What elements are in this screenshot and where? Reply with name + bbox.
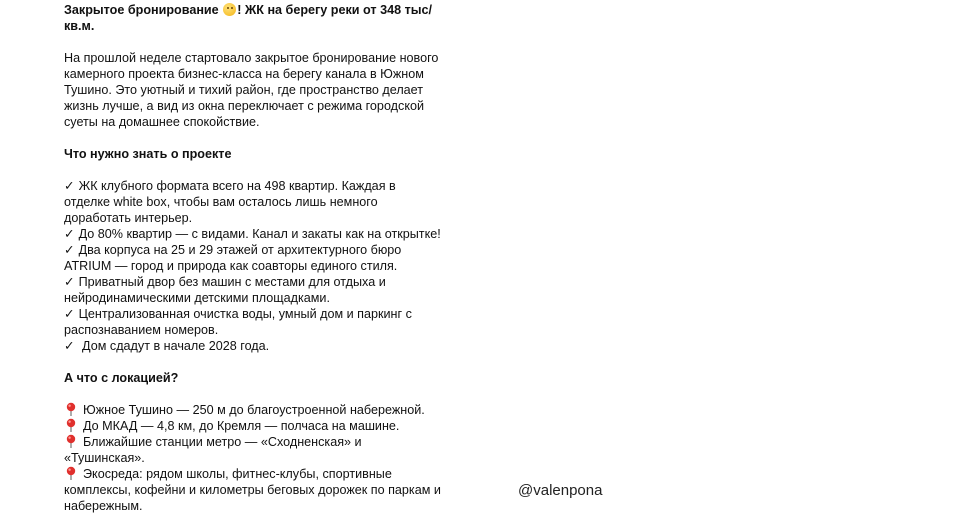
intro-line: На прошлой неделе стартовало закрытое бронирование нового bbox=[64, 51, 439, 65]
location-line bbox=[64, 498, 484, 514]
feature-line bbox=[64, 178, 484, 194]
feature-text: распознаванием номеров. bbox=[64, 323, 219, 337]
round-pushpin-icon bbox=[64, 466, 78, 480]
intro-paragraph bbox=[64, 50, 484, 130]
intro-line: Тушино. Это уютный и тихий район, где пространство делает bbox=[64, 83, 424, 97]
feature-line bbox=[64, 210, 484, 226]
location-text: набережным. bbox=[64, 499, 143, 513]
check-mark-icon: ✓ bbox=[64, 179, 75, 193]
location-text: Экосреда: рядом школы, фитнес-клубы, спортивные bbox=[83, 467, 392, 481]
intro-line: жизнь лучше, а вид из окна переключает с режима городской bbox=[64, 99, 425, 113]
post-title bbox=[64, 2, 484, 18]
title-text-end: ! ЖК на берегу реки от 348 тыс/ bbox=[237, 3, 433, 17]
feature-line bbox=[64, 290, 484, 306]
feature-text: отделке white box, чтобы вам осталось лишь немного bbox=[64, 195, 378, 209]
post-title-line2: кв.м. bbox=[64, 19, 95, 33]
intro-line: суеты на домашнее спокойствие. bbox=[64, 115, 260, 129]
feature-line bbox=[64, 306, 484, 322]
features-list bbox=[64, 178, 484, 354]
feature-line bbox=[64, 274, 484, 290]
location-line bbox=[64, 450, 484, 466]
round-pushpin-icon bbox=[64, 434, 78, 448]
feature-line bbox=[64, 258, 484, 274]
intro-line: камерного проекта бизнес-класса на берегу канала в Южном bbox=[64, 67, 424, 81]
location-line bbox=[64, 434, 484, 450]
feature-text: Два корпуса на 25 и 29 этажей от архитектурного бюро bbox=[78, 243, 402, 257]
feature-line bbox=[64, 242, 484, 258]
feature-line bbox=[64, 322, 484, 338]
location-text: До МКАД — 4,8 км, до Кремля — полчаса на машине. bbox=[83, 419, 400, 433]
author-watermark: @valenpona bbox=[518, 482, 603, 499]
feature-line bbox=[64, 226, 484, 242]
feature-text: доработать интерьер. bbox=[64, 211, 193, 225]
feature-line bbox=[64, 338, 484, 354]
round-pushpin-icon bbox=[64, 402, 78, 416]
round-pushpin-icon bbox=[64, 418, 78, 432]
feature-text: Централизованная очистка воды, умный дом и паркинг с bbox=[78, 307, 412, 321]
location-line bbox=[64, 402, 484, 418]
feature-text: До 80% квартир — с видами. Канал и закаты как на открытке! bbox=[78, 227, 441, 241]
location-text: Южное Тушино — 250 м до благоустроенной набережной. bbox=[83, 403, 425, 417]
location-text: комплексы, кофейни и километры беговых дорожек по паркам и bbox=[64, 483, 441, 497]
location-text: Ближайшие станции метро — «Сходненская» и bbox=[83, 435, 362, 449]
post-body bbox=[64, 2, 484, 514]
check-mark-icon: ✓ bbox=[64, 243, 75, 257]
shushing-face-icon bbox=[223, 3, 236, 16]
location-line bbox=[64, 482, 484, 498]
section-heading-location: А что с локацией? bbox=[64, 371, 179, 385]
location-line bbox=[64, 418, 484, 434]
feature-line bbox=[64, 194, 484, 210]
check-mark-icon: ✓ bbox=[64, 307, 75, 321]
check-mark-icon: ✓ bbox=[64, 227, 75, 241]
title-text-start: Закрытое бронирование bbox=[64, 3, 219, 17]
feature-text: ATRIUM — город и природа как соавторы единого стиля. bbox=[64, 259, 398, 273]
check-mark-icon: ✓ bbox=[64, 275, 75, 289]
location-line bbox=[64, 466, 484, 482]
section-heading-project: Что нужно знать о проекте bbox=[64, 147, 232, 161]
locations-list bbox=[64, 402, 484, 514]
feature-text: нейродинамическими детскими площадками. bbox=[64, 291, 330, 305]
feature-text: ЖК клубного формата всего на 498 квартир. Каждая в bbox=[78, 179, 396, 193]
feature-text: Приватный двор без машин с местами для отдыха и bbox=[78, 275, 386, 289]
location-text: «Тушинская». bbox=[64, 451, 145, 465]
feature-text: Дом сдадут в начале 2028 года. bbox=[78, 339, 270, 353]
check-mark-icon: ✓ bbox=[64, 339, 75, 353]
